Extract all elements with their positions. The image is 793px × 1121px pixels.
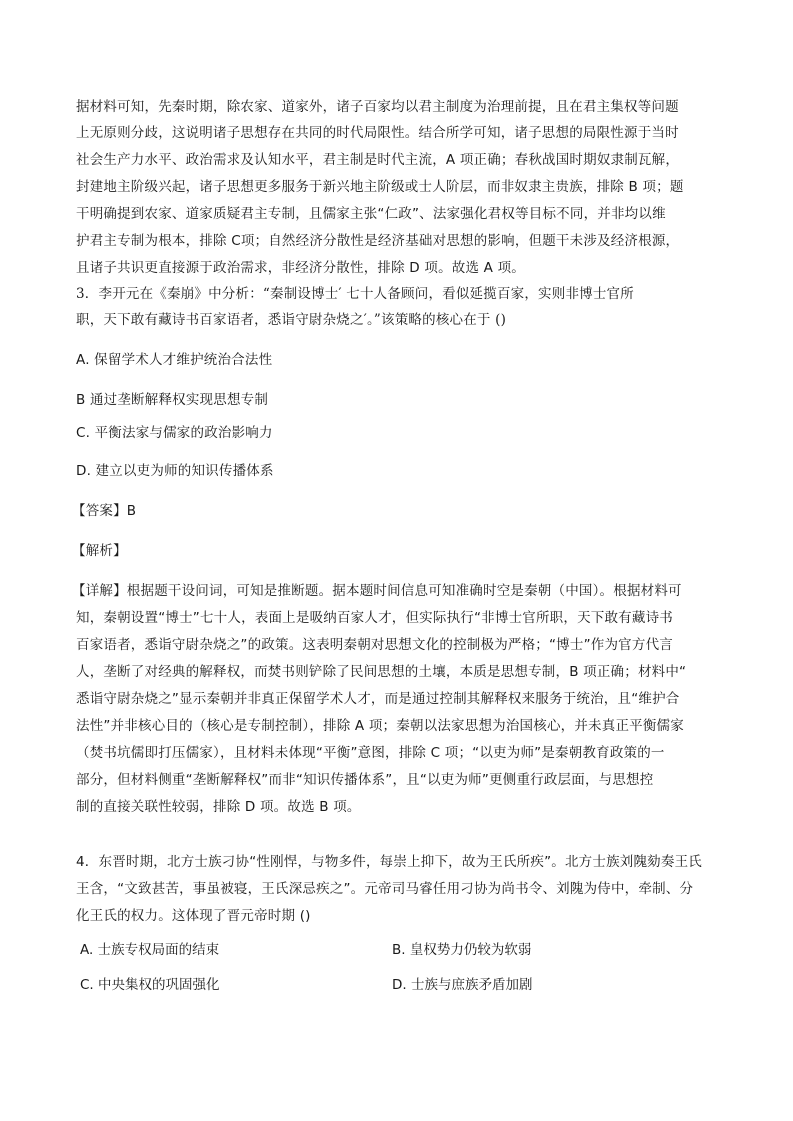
q3-stem-line-1: 3．李开元在《秦崩》中分析：“秦制设博士′ 七十人备顾问，看似延揽百家，实则非博士官所 [76,286,634,302]
q2-analysis-line-2: 上无原则分歧，这说明诸子思想存在共同的时代局限性。结合所学可知，诸子思想的局限性源于当时 [76,125,679,141]
q3-detail-line-9: 制的直接关联性较弱，排除 D 项。故选 B 项。 [76,799,361,815]
q3-option-a: A. 保留学术人才维护统治合法性 [76,352,273,368]
q4-stem-line-1: 4．东晋时期，北方士族刁协“性刚悍，与物多件，每崇上抑下，故为王氏所疾”。北方士族刘隗劾奏王氏 [76,854,702,870]
q3-option-c: C. 平衡法家与儒家的政治影响力 [76,425,273,441]
q3-option-b: B 通过垄断解释权实现思想专制 [76,392,269,408]
q4-option-c: C. 中央集权的巩固强化 [80,977,220,993]
q3-detail-line-8: 部分，但材料侧重“垄断解释权”而非“知识传播体系”，且“以吏为师”更侧重行政层面，与思想控 [76,772,654,788]
q3-option-d: D. 建立以吏为师的知识传播体系 [76,463,274,479]
q2-analysis-line-7: 且诸子共识更直接源于政治需求，非经济分散性，排除 D 项。故选 A 项。 [76,260,525,276]
q4-option-a: A. 士族专权局面的结束 [80,942,220,958]
q2-analysis-line-4: 封建地主阶级兴起，诸子思想更多服务于新兴地主阶级或士人阶层，而非奴隶主贵族，排除 B 项；题 [76,179,684,195]
q3-stem-line-2: 职，天下敢有藏诗书百家语者，悉诣守尉杂烧之′。”该策略的核心在于 () [76,312,507,328]
q3-detail-line-6: 法性”并非核心目的（核心是专制控制），排除 A 项；秦朝以法家思想为治国核心，并未真正平衡儒家 [76,718,684,734]
q3-detail-line-3: 百家语者，悉诣守尉杂烧之”的政策。这表明秦朝对思想文化的控制极为严格；“博士”作为官方代言 [76,637,673,653]
q2-analysis-line-3: 社会生产力水平、政治需求及认知水平，君主制是时代主流，A 项正确；春秋战国时期奴隶制瓦解， [76,152,680,168]
q3-detail-line-1: 【详解】根据题干设问词，可知是推断题。据本题时间信息可知准确时空是秦朝（中国）。根据材料可 [72,583,682,599]
q2-analysis-line-1: 据材料可知，先秦时期，除农家、道家外，诸子百家均以君主制度为治理前提，且在君主集权等问题 [76,99,679,115]
q3-answer: 【答案】B [72,503,137,519]
q3-detail-line-2: 知，秦朝设置“博士”七十人，表面上是吸纳百家人才，但实际执行“非博士官所职，天下敢有藏诗书 [76,610,673,626]
q2-analysis-line-5: 干明确提到农家、道家质疑君主专制，且儒家主张“仁政”、法家强化君权等目标不同，并非均以维 [76,206,666,222]
q4-stem-line-3: 化王氏的权力。这体现了晋元帝时期 () [76,908,311,924]
q3-detail-line-7: （焚书坑儒即打压儒家），且材料未体现“平衡”意图，排除 C 项；“以吏为师”是秦朝教育政策的一 [76,745,665,761]
q4-option-b: B. 皇权势力仍较为软弱 [392,942,532,958]
q2-analysis-line-6: 护君主专制为根本，排除 C项；自然经济分散性是经济基础对思想的影响，但题干未涉及经济根源， [76,233,680,249]
q3-detail-line-4: 人，垄断了对经典的解释权，而焚书则铲除了民间思想的土壤，本质是思想专制，B 项正确；材料中“ [76,664,687,680]
q4-option-d: D. 士族与庶族矛盾加剧 [392,977,533,993]
q4-stem-line-2: 王含，“文致甚苦，事虽被寝，王氏深忌疾之”。元帝司马睿任用刁协为尚书令、刘隗为侍中，牵制、分 [76,881,694,897]
q3-analysis-heading: 【解析】 [72,543,127,559]
q3-detail-line-5: 悉诣守尉杂烧之”显示秦朝并非真正保留学术人才，而是通过控制其解释权来服务于统治，且“维护合 [76,691,680,707]
